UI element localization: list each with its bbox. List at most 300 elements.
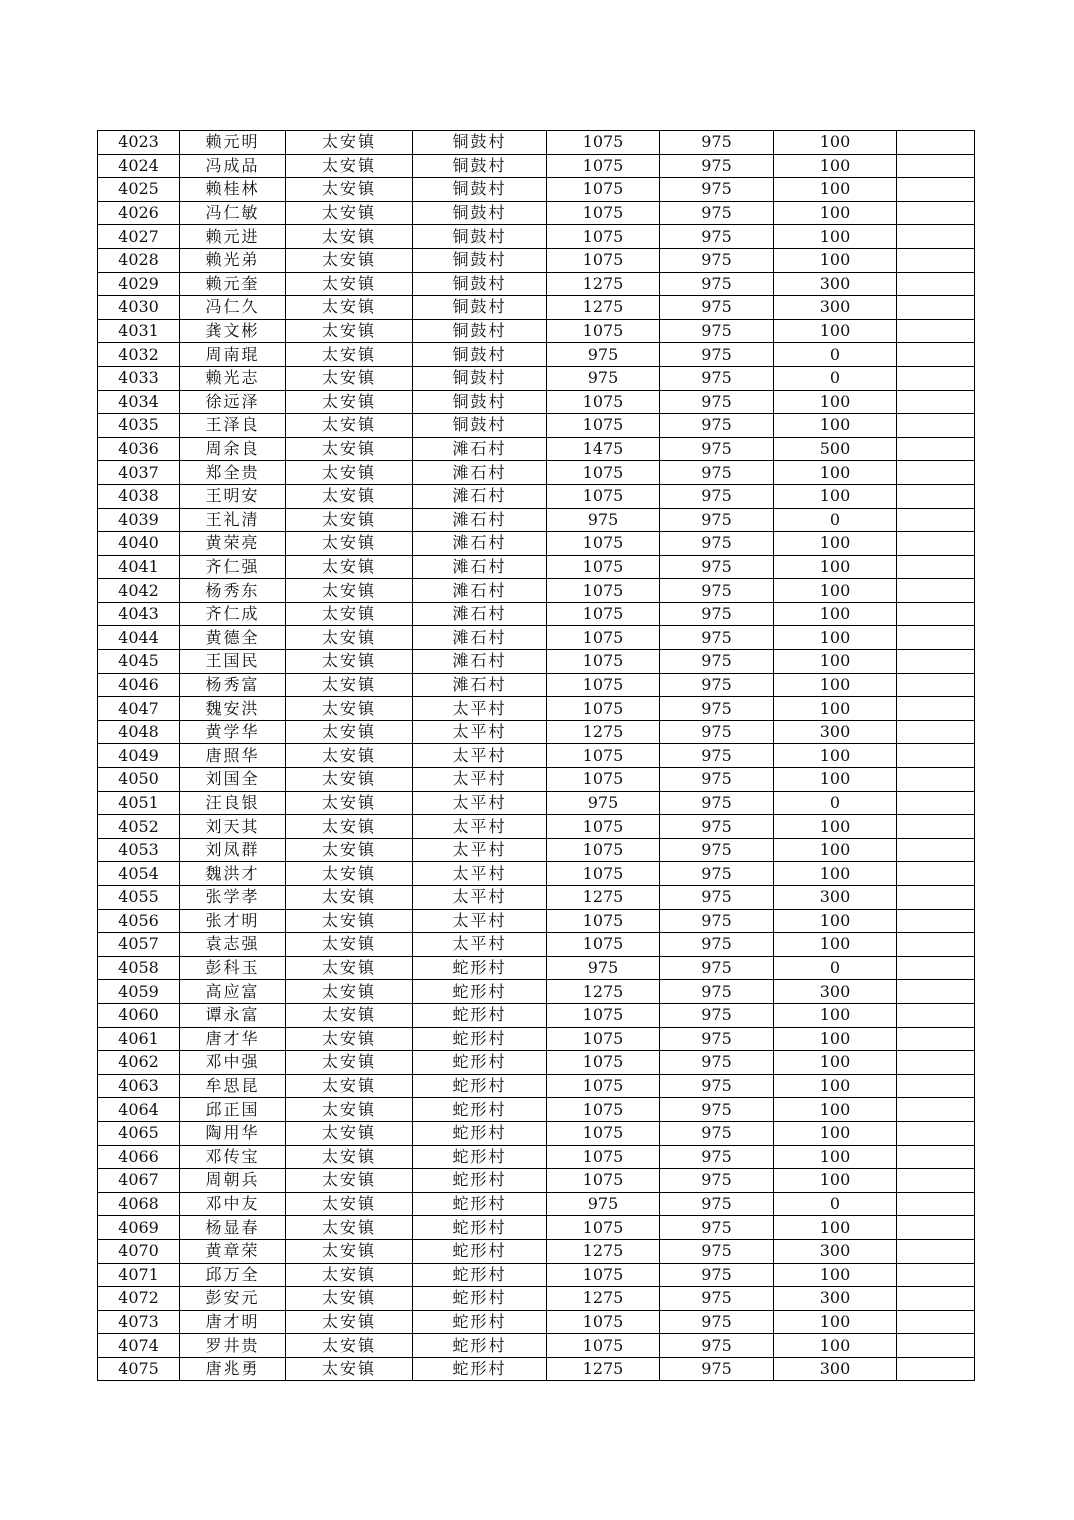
name-cell: 唐才华	[180, 1027, 286, 1051]
table-row	[98, 980, 975, 1004]
name-cell: 张学孝	[180, 886, 286, 910]
amount-total-cell: 975	[547, 956, 660, 980]
amount-total-cell: 1275	[547, 886, 660, 910]
amount-extra-cell: 100	[774, 1098, 897, 1122]
village-cell: 蛇形村	[413, 1098, 547, 1122]
town-cell: 太安镇	[286, 1239, 413, 1263]
remark-cell	[897, 201, 975, 225]
row-number-cell: 4059	[98, 980, 180, 1004]
amount-total-cell: 1075	[547, 1074, 660, 1098]
row-number-cell: 4069	[98, 1216, 180, 1240]
table-row	[98, 532, 975, 556]
amount-base-cell: 975	[660, 1334, 774, 1358]
amount-extra-cell: 100	[774, 1027, 897, 1051]
remark-cell	[897, 1310, 975, 1334]
amount-base-cell: 975	[660, 1051, 774, 1075]
village-cell: 滩石村	[413, 626, 547, 650]
amount-total-cell: 1075	[547, 768, 660, 792]
amount-base-cell: 975	[660, 697, 774, 721]
remark-cell	[897, 437, 975, 461]
amount-extra-cell: 100	[774, 1074, 897, 1098]
amount-base-cell: 975	[660, 484, 774, 508]
row-number-cell: 4051	[98, 791, 180, 815]
row-number-cell: 4042	[98, 579, 180, 603]
amount-total-cell: 975	[547, 791, 660, 815]
village-cell: 太平村	[413, 768, 547, 792]
village-cell: 太平村	[413, 815, 547, 839]
row-number-cell: 4054	[98, 862, 180, 886]
town-cell: 太安镇	[286, 768, 413, 792]
remark-cell	[897, 1239, 975, 1263]
name-cell: 罗井贵	[180, 1334, 286, 1358]
name-cell: 刘天其	[180, 815, 286, 839]
remark-cell	[897, 768, 975, 792]
amount-extra-cell: 100	[774, 602, 897, 626]
remark-cell	[897, 720, 975, 744]
village-cell: 铜鼓村	[413, 343, 547, 367]
amount-base-cell: 975	[660, 650, 774, 674]
village-cell: 铜鼓村	[413, 366, 547, 390]
remark-cell	[897, 650, 975, 674]
remark-cell	[897, 602, 975, 626]
amount-total-cell: 1075	[547, 154, 660, 178]
amount-base-cell: 975	[660, 390, 774, 414]
name-cell: 郑全贵	[180, 461, 286, 485]
town-cell: 太安镇	[286, 555, 413, 579]
remark-cell	[897, 579, 975, 603]
remark-cell	[897, 555, 975, 579]
amount-total-cell: 1075	[547, 815, 660, 839]
amount-extra-cell: 100	[774, 1334, 897, 1358]
remark-cell	[897, 956, 975, 980]
amount-base-cell: 975	[660, 1145, 774, 1169]
amount-total-cell: 1275	[547, 1239, 660, 1263]
amount-base-cell: 975	[660, 933, 774, 957]
remark-cell	[897, 508, 975, 532]
amount-total-cell: 1075	[547, 1169, 660, 1193]
amount-base-cell: 975	[660, 1098, 774, 1122]
row-number-cell: 4027	[98, 225, 180, 249]
table-row	[98, 650, 975, 674]
amount-total-cell: 1275	[547, 980, 660, 1004]
remark-cell	[897, 1357, 975, 1381]
amount-total-cell: 1275	[547, 272, 660, 296]
village-cell: 太平村	[413, 697, 547, 721]
name-cell: 魏安洪	[180, 697, 286, 721]
amount-extra-cell: 100	[774, 1121, 897, 1145]
town-cell: 太安镇	[286, 697, 413, 721]
table-row	[98, 1003, 975, 1027]
row-number-cell: 4057	[98, 933, 180, 957]
amount-base-cell: 975	[660, 508, 774, 532]
table-row	[98, 555, 975, 579]
amount-base-cell: 975	[660, 909, 774, 933]
table-row	[98, 508, 975, 532]
village-cell: 蛇形村	[413, 1216, 547, 1240]
amount-extra-cell: 100	[774, 484, 897, 508]
amount-base-cell: 975	[660, 414, 774, 438]
village-cell: 滩石村	[413, 555, 547, 579]
row-number-cell: 4058	[98, 956, 180, 980]
row-number-cell: 4047	[98, 697, 180, 721]
town-cell: 太安镇	[286, 1121, 413, 1145]
name-cell: 冯成品	[180, 154, 286, 178]
row-number-cell: 4049	[98, 744, 180, 768]
name-cell: 黄德全	[180, 626, 286, 650]
table-row	[98, 1239, 975, 1263]
village-cell: 蛇形村	[413, 1027, 547, 1051]
village-cell: 太平村	[413, 791, 547, 815]
amount-extra-cell: 100	[774, 673, 897, 697]
town-cell: 太安镇	[286, 437, 413, 461]
town-cell: 太安镇	[286, 1287, 413, 1311]
amount-total-cell: 1275	[547, 1357, 660, 1381]
amount-extra-cell: 100	[774, 248, 897, 272]
amount-extra-cell: 0	[774, 366, 897, 390]
village-cell: 铜鼓村	[413, 201, 547, 225]
name-cell: 刘国全	[180, 768, 286, 792]
row-number-cell: 4040	[98, 532, 180, 556]
table-row	[98, 1027, 975, 1051]
amount-base-cell: 975	[660, 1239, 774, 1263]
row-number-cell: 4055	[98, 886, 180, 910]
remark-cell	[897, 1098, 975, 1122]
name-cell: 周朝兵	[180, 1169, 286, 1193]
amount-extra-cell: 0	[774, 791, 897, 815]
table-row	[98, 414, 975, 438]
remark-cell	[897, 626, 975, 650]
amount-extra-cell: 100	[774, 1003, 897, 1027]
name-cell: 唐兆勇	[180, 1357, 286, 1381]
amount-total-cell: 975	[547, 1192, 660, 1216]
amount-total-cell: 1075	[547, 1310, 660, 1334]
amount-base-cell: 975	[660, 1263, 774, 1287]
amount-extra-cell: 100	[774, 744, 897, 768]
table-row	[98, 1051, 975, 1075]
town-cell: 太安镇	[286, 154, 413, 178]
amount-extra-cell: 500	[774, 437, 897, 461]
amount-total-cell: 1075	[547, 673, 660, 697]
village-cell: 滩石村	[413, 673, 547, 697]
amount-total-cell: 1075	[547, 1051, 660, 1075]
village-cell: 铜鼓村	[413, 154, 547, 178]
table-row	[98, 862, 975, 886]
town-cell: 太安镇	[286, 1334, 413, 1358]
amount-base-cell: 975	[660, 1216, 774, 1240]
village-cell: 太平村	[413, 933, 547, 957]
amount-total-cell: 1075	[547, 484, 660, 508]
amount-extra-cell: 0	[774, 508, 897, 532]
town-cell: 太安镇	[286, 862, 413, 886]
village-cell: 蛇形村	[413, 980, 547, 1004]
table-row	[98, 791, 975, 815]
remark-cell	[897, 532, 975, 556]
table-row	[98, 697, 975, 721]
amount-base-cell: 975	[660, 838, 774, 862]
amount-base-cell: 975	[660, 980, 774, 1004]
remark-cell	[897, 296, 975, 320]
row-number-cell: 4075	[98, 1357, 180, 1381]
amount-base-cell: 975	[660, 225, 774, 249]
table-row	[98, 131, 975, 155]
amount-extra-cell: 100	[774, 414, 897, 438]
town-cell: 太安镇	[286, 366, 413, 390]
amount-base-cell: 975	[660, 1121, 774, 1145]
amount-extra-cell: 300	[774, 980, 897, 1004]
remark-cell	[897, 1051, 975, 1075]
remark-cell	[897, 1145, 975, 1169]
remark-cell	[897, 461, 975, 485]
amount-total-cell: 1475	[547, 437, 660, 461]
town-cell: 太安镇	[286, 225, 413, 249]
table-row	[98, 1287, 975, 1311]
amount-extra-cell: 100	[774, 697, 897, 721]
village-cell: 蛇形村	[413, 1051, 547, 1075]
amount-total-cell: 1075	[547, 626, 660, 650]
name-cell: 黄章荣	[180, 1239, 286, 1263]
amount-base-cell: 975	[660, 768, 774, 792]
remark-cell	[897, 225, 975, 249]
name-cell: 袁志强	[180, 933, 286, 957]
row-number-cell: 4034	[98, 390, 180, 414]
amount-base-cell: 975	[660, 343, 774, 367]
amount-total-cell: 1075	[547, 131, 660, 155]
amount-extra-cell: 100	[774, 1310, 897, 1334]
amount-total-cell: 1275	[547, 296, 660, 320]
remark-cell	[897, 319, 975, 343]
amount-total-cell: 1075	[547, 744, 660, 768]
amount-total-cell: 1075	[547, 909, 660, 933]
name-cell: 彭科玉	[180, 956, 286, 980]
amount-extra-cell: 300	[774, 720, 897, 744]
town-cell: 太安镇	[286, 131, 413, 155]
row-number-cell: 4029	[98, 272, 180, 296]
row-number-cell: 4048	[98, 720, 180, 744]
amount-extra-cell: 300	[774, 272, 897, 296]
remark-cell	[897, 178, 975, 202]
row-number-cell: 4031	[98, 319, 180, 343]
name-cell: 王明安	[180, 484, 286, 508]
village-cell: 太平村	[413, 862, 547, 886]
amount-total-cell: 1075	[547, 532, 660, 556]
amount-total-cell: 1075	[547, 1098, 660, 1122]
amount-total-cell: 1075	[547, 1027, 660, 1051]
table-row	[98, 1310, 975, 1334]
town-cell: 太安镇	[286, 650, 413, 674]
village-cell: 铜鼓村	[413, 131, 547, 155]
amount-base-cell: 975	[660, 461, 774, 485]
town-cell: 太安镇	[286, 1098, 413, 1122]
village-cell: 蛇形村	[413, 1003, 547, 1027]
amount-base-cell: 975	[660, 555, 774, 579]
town-cell: 太安镇	[286, 178, 413, 202]
row-number-cell: 4036	[98, 437, 180, 461]
town-cell: 太安镇	[286, 838, 413, 862]
remark-cell	[897, 744, 975, 768]
amount-extra-cell: 100	[774, 1216, 897, 1240]
village-cell: 蛇形村	[413, 956, 547, 980]
amount-total-cell: 1075	[547, 1003, 660, 1027]
village-cell: 蛇形村	[413, 1287, 547, 1311]
town-cell: 太安镇	[286, 626, 413, 650]
row-number-cell: 4072	[98, 1287, 180, 1311]
town-cell: 太安镇	[286, 390, 413, 414]
village-cell: 蛇形村	[413, 1263, 547, 1287]
amount-total-cell: 1075	[547, 602, 660, 626]
town-cell: 太安镇	[286, 1357, 413, 1381]
table-row	[98, 744, 975, 768]
remark-cell	[897, 272, 975, 296]
name-cell: 王泽良	[180, 414, 286, 438]
amount-total-cell: 1075	[547, 697, 660, 721]
row-number-cell: 4056	[98, 909, 180, 933]
row-number-cell: 4032	[98, 343, 180, 367]
name-cell: 张才明	[180, 909, 286, 933]
name-cell: 赖元奎	[180, 272, 286, 296]
amount-base-cell: 975	[660, 791, 774, 815]
remark-cell	[897, 933, 975, 957]
table-row	[98, 1263, 975, 1287]
remark-cell	[897, 838, 975, 862]
amount-total-cell: 1275	[547, 720, 660, 744]
table-row	[98, 178, 975, 202]
town-cell: 太安镇	[286, 1145, 413, 1169]
row-number-cell: 4073	[98, 1310, 180, 1334]
table-row	[98, 1098, 975, 1122]
name-cell: 周余良	[180, 437, 286, 461]
amount-base-cell: 975	[660, 296, 774, 320]
name-cell: 邱万全	[180, 1263, 286, 1287]
town-cell: 太安镇	[286, 1074, 413, 1098]
amount-extra-cell: 100	[774, 390, 897, 414]
row-number-cell: 4070	[98, 1239, 180, 1263]
remark-cell	[897, 1027, 975, 1051]
name-cell: 赖光志	[180, 366, 286, 390]
table-row	[98, 1121, 975, 1145]
table-row	[98, 1192, 975, 1216]
town-cell: 太安镇	[286, 1051, 413, 1075]
table-row	[98, 248, 975, 272]
name-cell: 唐才明	[180, 1310, 286, 1334]
name-cell: 邓中强	[180, 1051, 286, 1075]
town-cell: 太安镇	[286, 815, 413, 839]
amount-base-cell: 975	[660, 178, 774, 202]
village-cell: 滩石村	[413, 602, 547, 626]
town-cell: 太安镇	[286, 1192, 413, 1216]
town-cell: 太安镇	[286, 201, 413, 225]
remark-cell	[897, 1263, 975, 1287]
row-number-cell: 4025	[98, 178, 180, 202]
amount-total-cell: 1075	[547, 1216, 660, 1240]
amount-extra-cell: 100	[774, 1051, 897, 1075]
remark-cell	[897, 815, 975, 839]
amount-base-cell: 975	[660, 319, 774, 343]
amount-total-cell: 1075	[547, 319, 660, 343]
amount-total-cell: 1075	[547, 579, 660, 603]
village-cell: 蛇形村	[413, 1145, 547, 1169]
town-cell: 太安镇	[286, 1003, 413, 1027]
town-cell: 太安镇	[286, 933, 413, 957]
amount-extra-cell: 300	[774, 1287, 897, 1311]
amount-extra-cell: 100	[774, 131, 897, 155]
row-number-cell: 4044	[98, 626, 180, 650]
amount-total-cell: 1075	[547, 414, 660, 438]
amount-base-cell: 975	[660, 437, 774, 461]
name-cell: 彭安元	[180, 1287, 286, 1311]
village-cell: 铜鼓村	[413, 390, 547, 414]
table-row	[98, 1145, 975, 1169]
name-cell: 杨显春	[180, 1216, 286, 1240]
amount-total-cell: 1275	[547, 1287, 660, 1311]
row-number-cell: 4024	[98, 154, 180, 178]
row-number-cell: 4060	[98, 1003, 180, 1027]
amount-total-cell: 1075	[547, 390, 660, 414]
row-number-cell: 4045	[98, 650, 180, 674]
name-cell: 汪良银	[180, 791, 286, 815]
amount-extra-cell: 100	[774, 815, 897, 839]
amount-base-cell: 975	[660, 673, 774, 697]
remark-cell	[897, 697, 975, 721]
table-row	[98, 1216, 975, 1240]
amount-extra-cell: 100	[774, 154, 897, 178]
row-number-cell: 4046	[98, 673, 180, 697]
amount-extra-cell: 100	[774, 201, 897, 225]
table-row	[98, 1169, 975, 1193]
remark-cell	[897, 791, 975, 815]
amount-extra-cell: 300	[774, 886, 897, 910]
amount-base-cell: 975	[660, 602, 774, 626]
amount-base-cell: 975	[660, 248, 774, 272]
town-cell: 太安镇	[286, 414, 413, 438]
table-row	[98, 461, 975, 485]
village-cell: 滩石村	[413, 461, 547, 485]
amount-total-cell: 1075	[547, 1121, 660, 1145]
table-row	[98, 272, 975, 296]
name-cell: 黄荣亮	[180, 532, 286, 556]
amount-base-cell: 975	[660, 154, 774, 178]
row-number-cell: 4039	[98, 508, 180, 532]
amount-extra-cell: 0	[774, 343, 897, 367]
village-cell: 滩石村	[413, 579, 547, 603]
town-cell: 太安镇	[286, 956, 413, 980]
name-cell: 牟思昆	[180, 1074, 286, 1098]
amount-extra-cell: 100	[774, 933, 897, 957]
remark-cell	[897, 1121, 975, 1145]
town-cell: 太安镇	[286, 909, 413, 933]
row-number-cell: 4038	[98, 484, 180, 508]
amount-base-cell: 975	[660, 862, 774, 886]
remark-cell	[897, 1074, 975, 1098]
table-row	[98, 815, 975, 839]
row-number-cell: 4064	[98, 1098, 180, 1122]
row-number-cell: 4035	[98, 414, 180, 438]
amount-extra-cell: 100	[774, 555, 897, 579]
amount-total-cell: 975	[547, 366, 660, 390]
remark-cell	[897, 909, 975, 933]
table-row	[98, 956, 975, 980]
village-cell: 蛇形村	[413, 1169, 547, 1193]
data-table	[97, 130, 975, 1381]
row-number-cell: 4053	[98, 838, 180, 862]
table-row	[98, 720, 975, 744]
village-cell: 太平村	[413, 909, 547, 933]
amount-total-cell: 1075	[547, 838, 660, 862]
amount-total-cell: 1075	[547, 1145, 660, 1169]
town-cell: 太安镇	[286, 673, 413, 697]
amount-total-cell: 1075	[547, 650, 660, 674]
amount-extra-cell: 100	[774, 319, 897, 343]
town-cell: 太安镇	[286, 579, 413, 603]
